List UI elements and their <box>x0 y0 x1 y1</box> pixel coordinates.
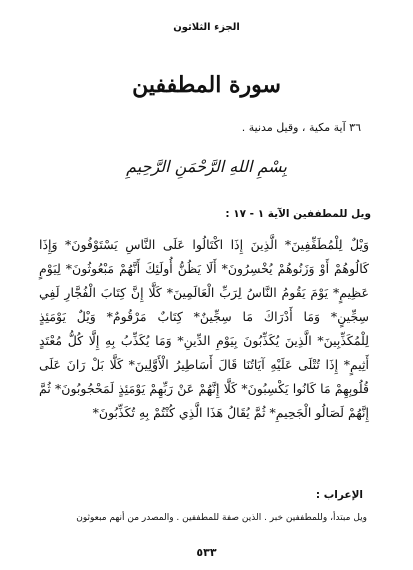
irab-heading: الإعراب : <box>315 489 363 501</box>
quran-verses: وَيْلٌ لِلْمُطَفِّفِينَ* الَّذِينَ إِذَا اكْتَالُوا عَلَى النَّاسِ يَسْتَوْفُونَ* وَإِذَا كَالُوهُمْ أَوْ وَزَنُوهُمْ يُخْسِرُونَ* أَلَا يَظُنُّ أُولَئِكَ أَنَّهُمْ مَبْعُوثُونَ* لِيَوْمٍ عَظِيمٍ* يَوْمَ يَقُومُ النَّاسُ لِرَبِّ الْعَالَمِينَ* كَلَّا إِنَّ كِتَابَ الْفُجَّارِ لَفِي سِجِّينٍ* وَمَا أَدْرَاكَ مَا سِجِّينٌ* كِتَابٌ مَرْقُومٌ* وَيْلٌ يَوْمَئِذٍ لِلْمُكَذِّبِينَ* الَّذِينَ يُكَذِّبُونَ بِيَوْمِ الدِّينِ* وَمَا يُكَذِّبُ بِهِ إِلَّا كُلُّ مُعْتَدٍ أَثِيمٍ* إِذَا تُتْلَى عَلَيْهِ آيَاتُنَا قَالَ أَسَاطِيرُ الْأَوَّلِينَ* كَلَّا بَلْ رَانَ عَلَى قُلُوبِهِمْ مَا كَانُوا يَكْسِبُونَ* كَلَّا إِنَّهُمْ عَنْ رَبِّهِمْ يَوْمَئِذٍ لَمَحْجُوبُونَ* ثُمَّ إِنَّهُمْ لَصَالُو الْجَحِيمِ* ثُمَّ يُقَالُ هَذَا الَّذِي كُنْتُمْ بِهِ تُكَذِّبُونَ* <box>39 237 369 420</box>
part-title: الجزء الثلاثون <box>173 22 240 33</box>
basmala: بِسْمِ اللهِ الرَّحْمَنِ الرَّحِيمِ <box>126 157 287 176</box>
page-number: ٥٣٣ <box>196 546 217 559</box>
surah-info: ٣٦ آية مكية ، وقيل مدنية . <box>241 121 361 134</box>
irab-text: ويل مبتدأ، وللمطففين خبر . الذين صفة للمطففين . والمصدر من أنهم مبعوثون <box>76 513 367 523</box>
section-heading: ويل للمطففين الآية ١ - ١٧ : <box>225 208 371 220</box>
surah-title: سورة المطففين <box>132 72 281 98</box>
